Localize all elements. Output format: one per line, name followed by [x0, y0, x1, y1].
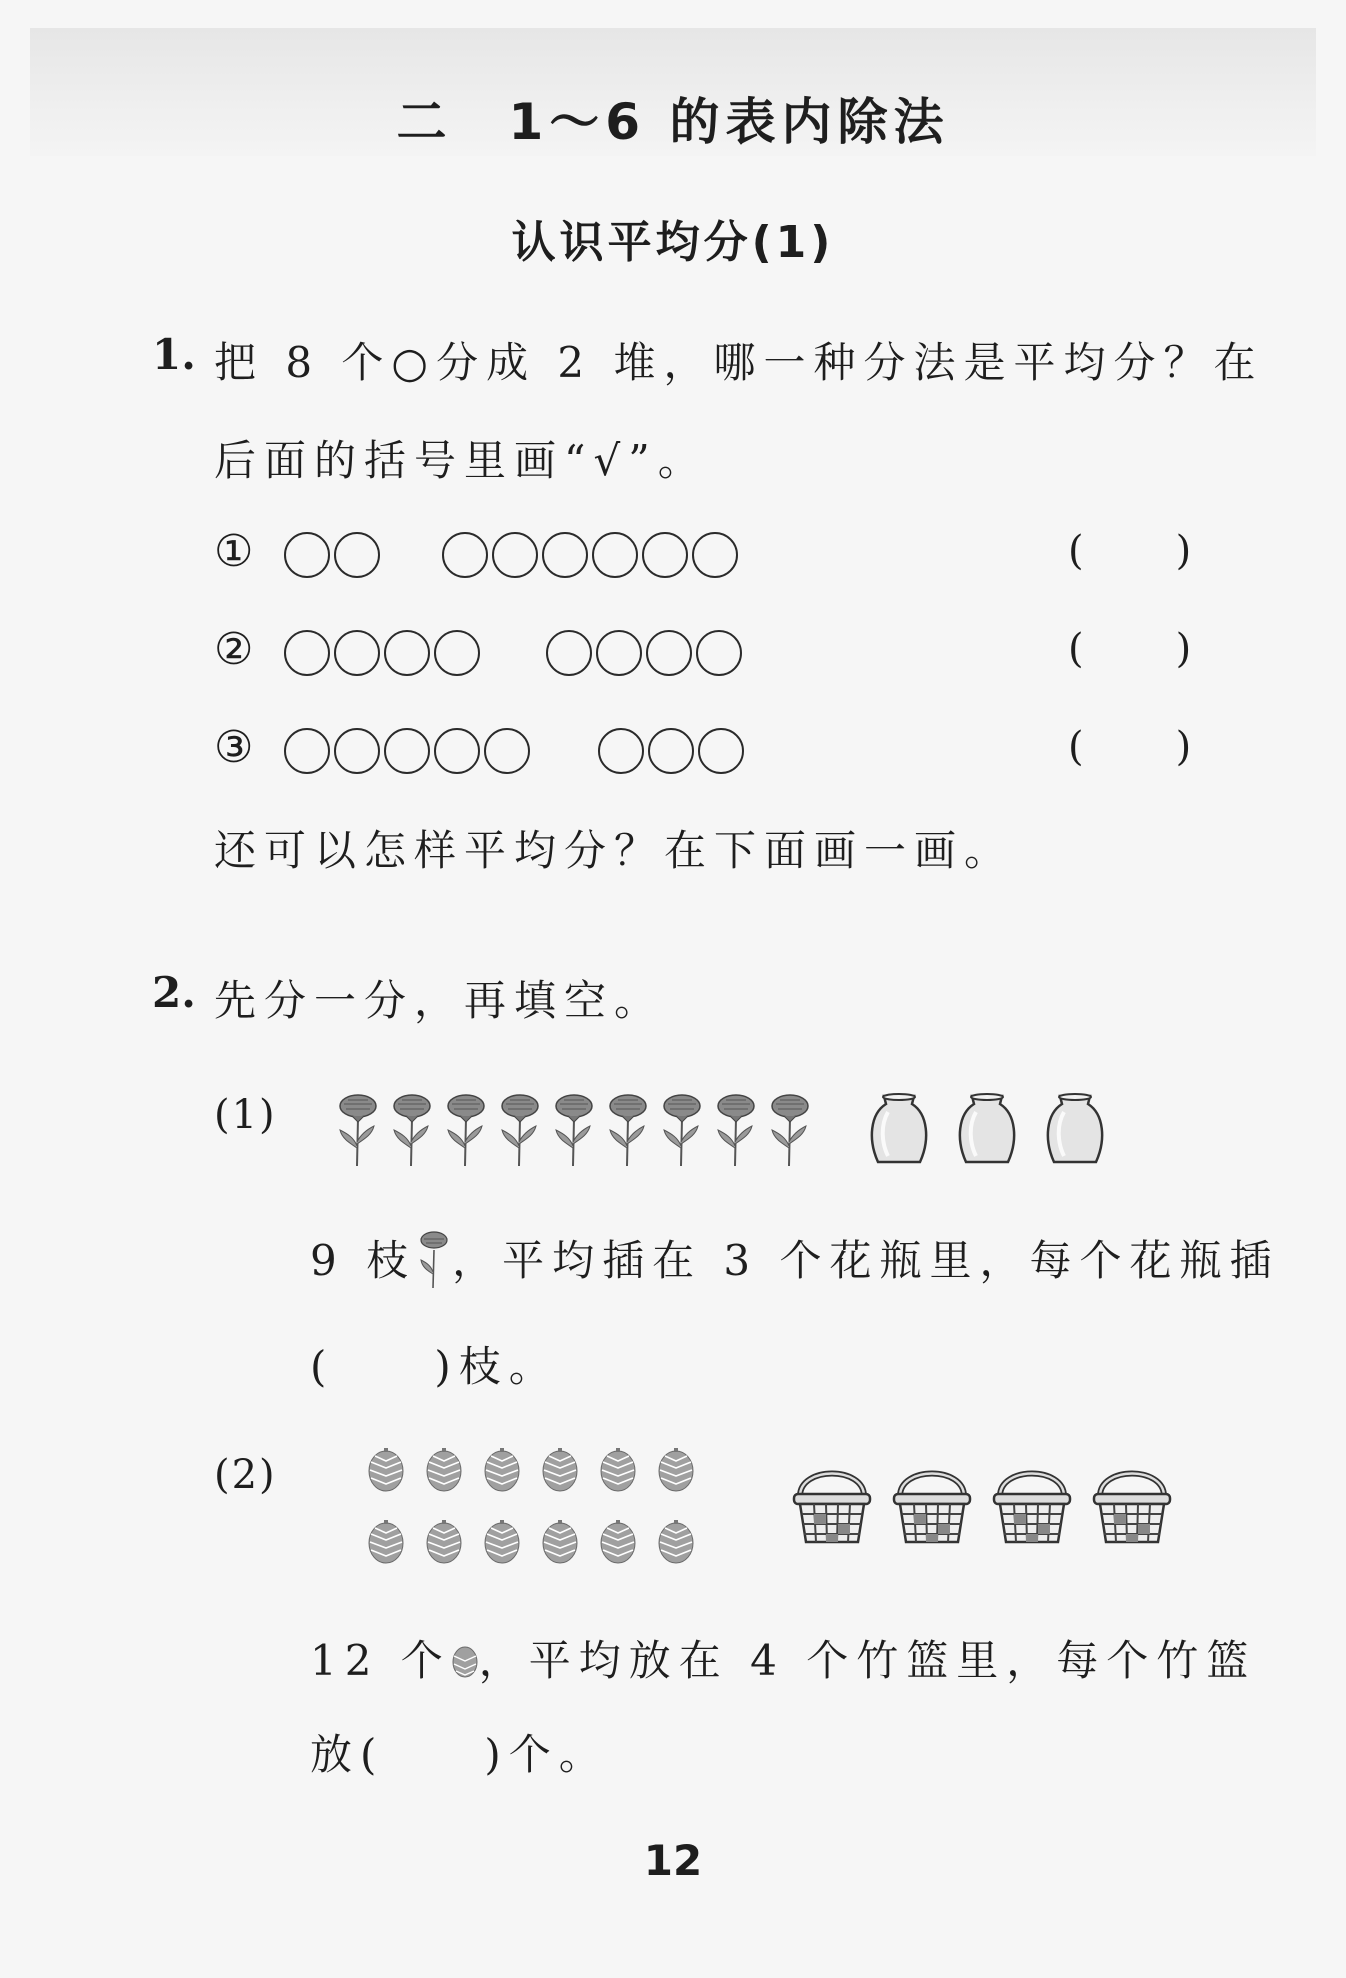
paren-close: ): [1175, 724, 1192, 770]
page-number: 12: [643, 1836, 703, 1885]
flower-icon: [710, 1088, 762, 1174]
flower-icon: [548, 1088, 600, 1174]
circle-icon: [434, 728, 480, 774]
pinecone-icon: [482, 1448, 522, 1494]
circle-icon: [284, 728, 330, 774]
option-3-answer-parens[interactable]: [1068, 724, 1191, 770]
circle-icon: [384, 630, 430, 676]
vases-row: [866, 1092, 1108, 1168]
part-2-label: (2): [214, 1452, 277, 1498]
paren-close: ): [1175, 626, 1192, 672]
pinecone-icon: [540, 1520, 580, 1566]
option-3-group-b: [598, 728, 744, 774]
section-title: 认识平均分(1): [511, 217, 835, 268]
circle-icon: [284, 630, 330, 676]
circle-icon: [648, 728, 694, 774]
vase-icon: [954, 1092, 1020, 1168]
pinecones-grid: [366, 1448, 706, 1578]
part-2-text-a: 12 个: [310, 1636, 451, 1685]
flower-icon: [656, 1088, 708, 1174]
chapter-title: 二 1～6 的表内除法: [396, 93, 950, 151]
question-1-line-1: 把 8 个○分成 2 堆，哪一种分法是平均分？在: [214, 338, 1264, 387]
circle-icon: [484, 728, 530, 774]
basket-icon: [990, 1464, 1074, 1546]
circle-icon: [334, 630, 380, 676]
pinecone-icon: [424, 1520, 464, 1566]
pinecone-icon: [366, 1448, 406, 1494]
option-3-label: ③: [214, 722, 254, 773]
circle-icon: [384, 728, 430, 774]
vase-icon: [1042, 1092, 1108, 1168]
circle-icon: [596, 630, 642, 676]
circle-icon: [492, 532, 538, 578]
flower-icon: [416, 1228, 452, 1300]
pinecone-icon: [540, 1448, 580, 1494]
circle-icon: [546, 630, 592, 676]
flower-icon: [386, 1088, 438, 1174]
option-1-group-a: [284, 532, 380, 578]
pinecone-icon: [424, 1448, 464, 1494]
pinecone-icon: [656, 1448, 696, 1494]
circle-icon: [284, 532, 330, 578]
vase-icon: [866, 1092, 932, 1168]
part-1-text-a: 9 枝: [310, 1236, 417, 1285]
flower-icon: [602, 1088, 654, 1174]
basket-icon: [890, 1464, 974, 1546]
question-1-line-2: 后面的括号里画“√”。: [214, 436, 708, 485]
part-1-text-b: ，平均插在 3 个花瓶里，每个花瓶插: [452, 1236, 1280, 1285]
flower-icon: [332, 1088, 384, 1174]
option-3-group-a: [284, 728, 530, 774]
circle-icon: [698, 728, 744, 774]
circle-icon: [598, 728, 644, 774]
pinecone-icon: [366, 1520, 406, 1566]
flower-icon: [440, 1088, 492, 1174]
circle-icon: [692, 532, 738, 578]
option-2-group-a: [284, 630, 480, 676]
circle-icon: [442, 532, 488, 578]
basket-icon: [1090, 1464, 1174, 1546]
flower-icon: [494, 1088, 546, 1174]
circle-icon: [334, 532, 380, 578]
pinecone-icon: [482, 1520, 522, 1566]
circle-icon: [696, 630, 742, 676]
part-1-sentence: [310, 1228, 1280, 1300]
paren-open: (: [1068, 724, 1084, 770]
question-1-followup: 还可以怎样平均分？在下面画一画。: [214, 826, 1015, 875]
part-1-answer-line[interactable]: ( )枝。: [310, 1342, 559, 1391]
option-2-label: ②: [214, 624, 254, 675]
part-2-text-b: ，平均放在 4 个竹篮里，每个竹篮: [478, 1636, 1257, 1685]
option-2-group-b: [546, 630, 742, 676]
option-2-answer-parens[interactable]: [1068, 626, 1191, 672]
paren-open: (: [1068, 626, 1084, 672]
question-1-number: 1.: [152, 330, 196, 379]
pinecone-icon: [598, 1448, 638, 1494]
question-2-instruction: 先分一分，再填空。: [214, 976, 665, 1025]
part-2-sentence: [310, 1628, 1256, 1689]
part-2-answer-line[interactable]: 放( )个。: [310, 1730, 609, 1779]
pinecone-icon: [598, 1520, 638, 1566]
basket-icon: [790, 1464, 874, 1546]
baskets-row: [790, 1464, 1174, 1546]
paren-open: (: [1068, 528, 1084, 574]
pinecone-icon: [656, 1520, 696, 1566]
option-1-group-b: [442, 532, 738, 578]
flowers-row: [332, 1088, 818, 1174]
circle-icon: [646, 630, 692, 676]
question-2-number: 2.: [152, 968, 196, 1017]
circle-icon: [642, 532, 688, 578]
circle-icon: [434, 630, 480, 676]
circle-icon: [592, 532, 638, 578]
circle-icon: [542, 532, 588, 578]
pinecone-icon-svg: [451, 1645, 479, 1679]
paren-close: ): [1175, 528, 1192, 574]
option-1-answer-parens[interactable]: [1068, 528, 1191, 574]
pinecone-icon: [451, 1640, 479, 1689]
flower-icon: [764, 1088, 816, 1174]
flower-icon-svg: [416, 1228, 452, 1290]
part-1-label: (1): [214, 1092, 277, 1138]
circle-icon: [334, 728, 380, 774]
option-1-label: ①: [214, 526, 254, 577]
